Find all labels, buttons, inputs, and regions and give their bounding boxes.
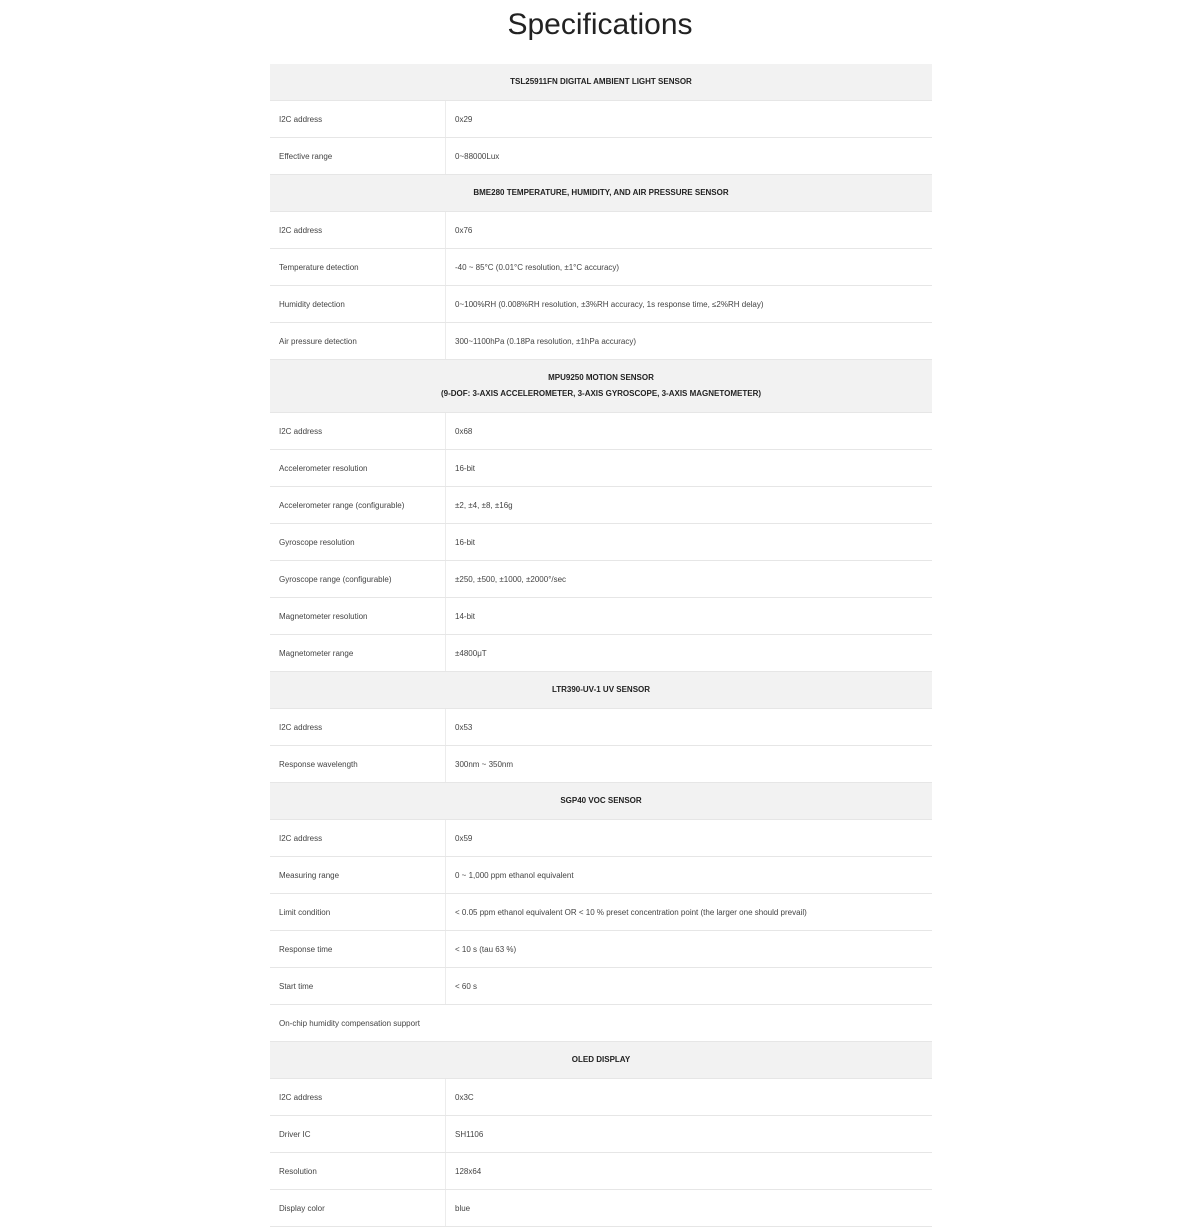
spec-row <box>270 323 932 360</box>
spec-value: 16-bit <box>455 463 476 473</box>
section-heading-line: LTR390-UV-1 UV SENSOR <box>551 685 651 694</box>
section-heading <box>270 1042 932 1079</box>
spec-row <box>270 820 932 857</box>
spec-row <box>270 931 932 968</box>
spec-label: Gyroscope resolution <box>270 524 446 560</box>
section-heading-line: SGP40 VOC SENSOR <box>560 796 642 805</box>
spec-row <box>270 249 932 286</box>
section-heading-line: MPU9250 MOTION SENSOR <box>548 373 654 382</box>
spec-value: < 10 s (tau 63 %) <box>455 944 517 954</box>
spec-row <box>270 450 932 487</box>
spec-value: 0x29 <box>455 114 473 124</box>
spec-label: Temperature detection <box>270 249 446 285</box>
spec-label: I2C address <box>270 101 446 137</box>
section-heading <box>270 175 932 212</box>
spec-label: Start time <box>270 968 446 1004</box>
spec-row <box>270 561 932 598</box>
spec-row <box>270 894 932 931</box>
spec-label: Response time <box>270 931 446 967</box>
spec-value: 14-bit <box>455 611 476 621</box>
spec-label: Driver IC <box>270 1116 446 1152</box>
spec-value: 0 ~ 1,000 ppm ethanol equivalent <box>455 870 574 880</box>
spec-label: Response wavelength <box>270 746 446 782</box>
spec-label: Air pressure detection <box>270 323 446 359</box>
spec-row <box>270 1005 932 1042</box>
spec-value: 16-bit <box>455 537 476 547</box>
spec-row <box>270 635 932 672</box>
section-heading-line: (9-DOF: 3-AXIS ACCELEROMETER, 3-AXIS GYROSCOPE, 3-AXIS MAGNETOMETER) <box>440 389 762 398</box>
spec-label: Humidity detection <box>270 286 446 322</box>
spec-row <box>270 286 932 323</box>
section-heading-line: BME280 TEMPERATURE, HUMIDITY, AND AIR PRESSURE SENSOR <box>473 188 729 197</box>
spec-value: 128x64 <box>455 1166 482 1176</box>
spec-row <box>270 598 932 635</box>
spec-row <box>270 138 932 175</box>
spec-value: 0~100%RH (0.008%RH resolution, ±3%RH accuracy, 1s response time, ≤2%RH delay) <box>455 299 764 309</box>
spec-value: ±2, ±4, ±8, ±16g <box>455 500 513 510</box>
spec-label: Gyroscope range (configurable) <box>270 561 446 597</box>
spec-row <box>270 1153 932 1190</box>
spec-label: Effective range <box>270 138 446 174</box>
spec-table <box>270 64 932 1227</box>
spec-row <box>270 1116 932 1153</box>
spec-label: Resolution <box>270 1153 446 1189</box>
spec-label: I2C address <box>270 212 446 248</box>
spec-value: 0x76 <box>455 225 473 235</box>
spec-value: 0~88000Lux <box>455 151 500 161</box>
spec-value: < 60 s <box>455 981 478 991</box>
section-heading <box>270 64 932 101</box>
section-heading <box>270 360 932 413</box>
spec-label: I2C address <box>270 820 446 856</box>
spec-label: Measuring range <box>270 857 446 893</box>
spec-row <box>270 524 932 561</box>
spec-label: Limit condition <box>270 894 446 930</box>
spec-row <box>270 1190 932 1227</box>
spec-label: On-chip humidity compensation support <box>279 1018 420 1028</box>
spec-value: < 0.05 ppm ethanol equivalent OR < 10 % preset concentration point (the larger one should prevail) <box>455 907 807 917</box>
spec-row <box>270 746 932 783</box>
spec-row <box>270 101 932 138</box>
spec-value: 0x3C <box>455 1092 474 1102</box>
spec-value: 300nm ~ 350nm <box>455 759 514 769</box>
spec-row <box>270 1079 932 1116</box>
spec-row <box>270 709 932 746</box>
spec-label: Display color <box>270 1190 446 1226</box>
spec-value: blue <box>455 1203 471 1213</box>
page-title: Specifications <box>507 8 693 41</box>
spec-row <box>270 857 932 894</box>
spec-label: Magnetometer range <box>270 635 446 671</box>
spec-value: 0x59 <box>455 833 473 843</box>
spec-row <box>270 968 932 1005</box>
spec-value: -40 ~ 85°C (0.01°C resolution, ±1°C accuracy) <box>455 262 620 272</box>
spec-value: ±4800μT <box>455 648 487 658</box>
spec-row <box>270 487 932 524</box>
spec-label: Magnetometer resolution <box>270 598 446 634</box>
spec-label: Accelerometer range (configurable) <box>270 487 446 523</box>
section-heading-line: OLED DISPLAY <box>571 1055 631 1064</box>
spec-label: I2C address <box>270 1079 446 1115</box>
spec-value: ±250, ±500, ±1000, ±2000°/sec <box>455 574 567 584</box>
spec-row <box>270 413 932 450</box>
spec-value: SH1106 <box>455 1129 484 1139</box>
spec-label: Accelerometer resolution <box>270 450 446 486</box>
spec-value: 0x53 <box>455 722 473 732</box>
section-heading-line: TSL25911FN DIGITAL AMBIENT LIGHT SENSOR <box>510 77 692 86</box>
spec-row <box>270 212 932 249</box>
section-heading <box>270 672 932 709</box>
spec-label: I2C address <box>270 709 446 745</box>
spec-value: 0x68 <box>455 426 473 436</box>
spec-value: 300~1100hPa (0.18Pa resolution, ±1hPa accuracy) <box>455 336 637 346</box>
section-heading <box>270 783 932 820</box>
spec-label: I2C address <box>270 413 446 449</box>
